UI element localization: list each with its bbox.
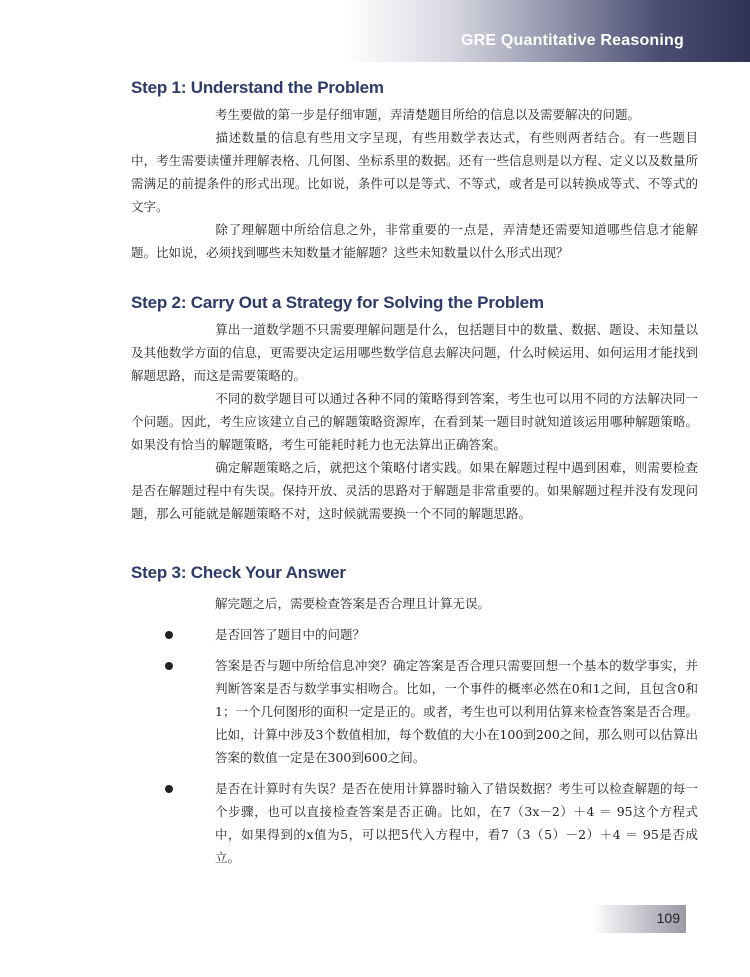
step2-paragraph-3 xyxy=(131,456,698,525)
step1-paragraph-2-text: 描述数量的信息有些用文字呈现，有些用数学表达式，有些则两者结合。有一些题目中，考生需要读懂并理解表格、几何图、坐标系里的数据。还有一些信息则是以方程、定义以及数量所需满足的前提条件的形式出现。比如说，条件可以是等式、不等式，或者是可以转换成等式、不等式的文字。 xyxy=(131,130,698,214)
running-header-title: GRE Quantitative Reasoning xyxy=(460,32,684,49)
step3-intro-text: 解完题之后，需要检查答案是否合理且计算无误。 xyxy=(215,596,491,611)
step2-paragraph-3-text: 确定解题策略之后，就把这个策略付诸实践。如果在解题过程中遇到困难，则需要检查是否在解题过程中有失误。保持开放、灵活的思路对于解题是非常重要的。如果解题过程并没有发现问题，那么可能就是解题策略不对，这时候就需要换一个不同的解题思路。 xyxy=(131,460,698,521)
step1-heading: Step 1: Understand the Problem xyxy=(131,78,384,97)
step2-paragraph-2 xyxy=(131,387,698,456)
step2-paragraph-2-text: 不同的数学题目可以通过各种不同的策略得到答案，考生也可以用不同的方法解决同一个问题。因此，考生应该建立自己的解题策略资源库，在看到某一题目时就知道该运用哪种解题策略。如果没有恰当的解题策略，考生可能耗时耗力也无法算出正确答案。 xyxy=(131,391,698,452)
bullet-icon xyxy=(165,785,173,793)
step3-intro xyxy=(131,592,698,615)
step2-paragraph-1-text: 算出一道数学题不只需要理解问题是什么，包括题目中的数量、数据、题设、未知量以及其他数学方面的信息，更需要决定运用哪些数学信息去解决问题，什么时候运用、如何运用才能找到解题思路，而这是需要策略的。 xyxy=(131,322,698,383)
header-band xyxy=(0,0,750,62)
step1-paragraph-1 xyxy=(131,103,698,126)
page-number: 109 xyxy=(656,910,680,926)
step1-paragraph-3-text: 除了理解题中所给信息之外，非常重要的一点是，弄清楚还需要知道哪些信息才能解题。比如说，必须找到哪些未知数量才能解题？这些未知数量以什么形式出现？ xyxy=(131,222,698,260)
step1-paragraph-2 xyxy=(131,126,698,218)
bullet-icon xyxy=(165,662,173,670)
bullet-text: 是否在计算时有失误？是否在使用计算器时输入了错误数据？考生可以检查解题的每一个步骤，也可以直接检查答案是否正确。比如，在7（3x－2）＋4 ＝ 95这个方程式中，如果得到的x值为5，可以把5代入方程中，看7（3（5）－2）＋4 ＝ 95是否成立。 xyxy=(215,781,698,865)
step1-paragraph-3 xyxy=(131,218,698,264)
step1-paragraph-1-text: 考生要做的第一步是仔细审题，弄清楚题目所给的信息以及需要解决的问题。 xyxy=(215,107,641,122)
bullet-icon xyxy=(165,631,173,639)
step2-heading: Step 2: Carry Out a Strategy for Solving the Problem xyxy=(131,293,544,312)
bullet-text: 是否回答了题目中的问题？ xyxy=(215,627,366,642)
step3-heading: Step 3: Check Your Answer xyxy=(131,563,346,582)
step2-paragraph-1 xyxy=(131,318,698,387)
bullet-text: 答案是否与题中所给信息冲突？确定答案是否合理只需要回想一个基本的数学事实，并判断答案是否与数学事实相吻合。比如，一个事件的概率必然在0和1之间，且包含0和1；一个几何图形的面积一定是正的。或者，考生也可以利用估算来检查答案是否合理。比如，计算中涉及3个数值相加，每个数值的大小在100到200之间，那么则可以估算出答案的数值一定是在300到600之间。 xyxy=(215,658,698,765)
